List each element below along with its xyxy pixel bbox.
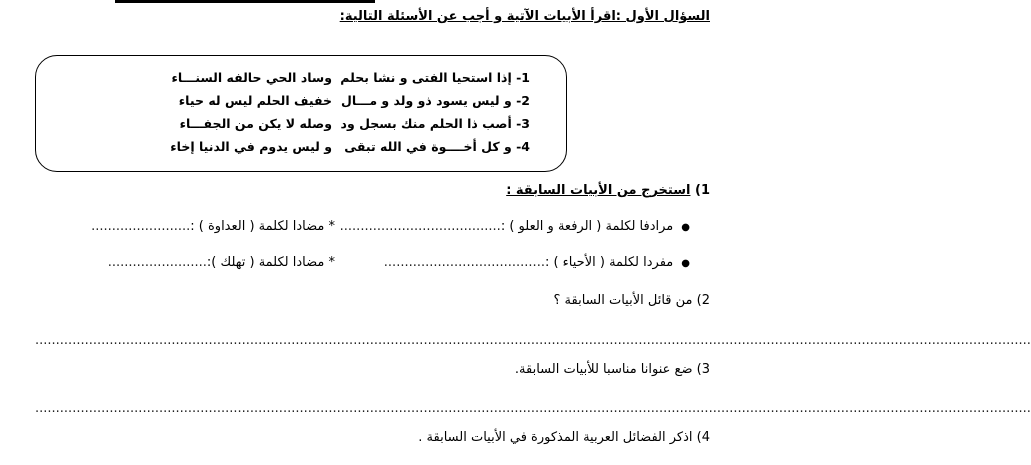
question-3-number: 3): [696, 362, 710, 377]
question-2: [554, 293, 711, 308]
bullet-icon: ●: [681, 222, 690, 233]
verse-2-number: 2-: [516, 93, 530, 108]
synonym-item: [340, 219, 690, 234]
verse-2-first-hemistich: و ليس يسود ذو ولد و مـــال: [340, 93, 512, 108]
question-4-text: اذكر الفضائل العربية المذكورة في الأبيات السابقة .: [418, 430, 693, 445]
question-4: [418, 430, 710, 445]
verse-3-first-hemistich: أصب ذا الحلم منك بسجل ود: [340, 116, 512, 131]
question-4-number: 4): [696, 430, 710, 445]
verse-2-second-hemistich: خفيف الحلم ليس له حياء: [178, 93, 332, 108]
section-1-label: استخرج من الأبيات السابقة :: [506, 183, 691, 198]
verse-1-first-hemistich: إذا استحيا الفتى و نشا بحلم: [340, 70, 512, 85]
verse-2-first: [341, 93, 530, 108]
verse-4-first: [344, 139, 530, 154]
section-1-heading: [506, 183, 710, 198]
antonym-perish-item: [108, 255, 335, 270]
bullet-icon: ●: [681, 258, 690, 269]
antonym-enmity-answer-blank[interactable]: ........................: [91, 219, 191, 234]
verse-4-number: 4-: [516, 139, 530, 154]
verse-3-first: [341, 116, 530, 131]
antonym-enmity-prompt: مضادا لكلمة ( العداوة ) :: [190, 219, 325, 234]
section-1-number: 1): [695, 183, 710, 198]
verse-1-second-hemistich: وساد الحي حالفه السنـــاء: [171, 70, 332, 85]
question-2-text: من قائل الأبيات السابقة ؟: [553, 293, 693, 308]
antonym-perish-prompt: مضادا لكلمة ( تهلك ):: [206, 255, 325, 270]
asterisk-icon: *: [328, 219, 335, 234]
asterisk-icon: *: [328, 255, 335, 270]
antonym-perish-answer-blank[interactable]: ........................: [107, 255, 207, 270]
question-3-text: ضع عنوانا مناسبا للأبيات السابقة.: [514, 362, 693, 377]
verse-1-number: 1-: [516, 70, 530, 85]
singular-prompt: مفردا لكلمة ( الأحياء ) :: [544, 255, 674, 270]
antonym-enmity-item: [91, 219, 335, 234]
synonym-answer-blank[interactable]: .......................................: [339, 219, 501, 234]
question-2-number: 2): [696, 293, 710, 308]
singular-answer-blank[interactable]: .......................................: [383, 255, 545, 270]
synonym-prompt: مرادفا لكلمة ( الرفعة و العلو ) :: [500, 219, 674, 234]
verse-4-first-hemistich: و كل أخــــوة في الله تبقى: [344, 139, 512, 154]
singular-item: [384, 255, 690, 270]
verse-4-second-hemistich: و ليس يدوم في الدنيا إخاء: [170, 139, 332, 154]
verse-1-first: [340, 70, 530, 85]
top-rule: [115, 0, 375, 3]
question-3: [515, 362, 710, 377]
question-2-answer-line[interactable]: .................................................................................................................................................................................................................................................: [35, 333, 1031, 348]
question-3-answer-line[interactable]: .................................................................................................................................................................................................................................................: [35, 401, 1031, 416]
verse-3-number: 3-: [516, 116, 530, 131]
verse-3-second-hemistich: وصله لا يكن من الجفـــاء: [179, 116, 332, 131]
question-title: السؤال الأول :اقرأ الأبيات الآتية و أجب عن الأسئلة التالية:: [339, 9, 710, 24]
